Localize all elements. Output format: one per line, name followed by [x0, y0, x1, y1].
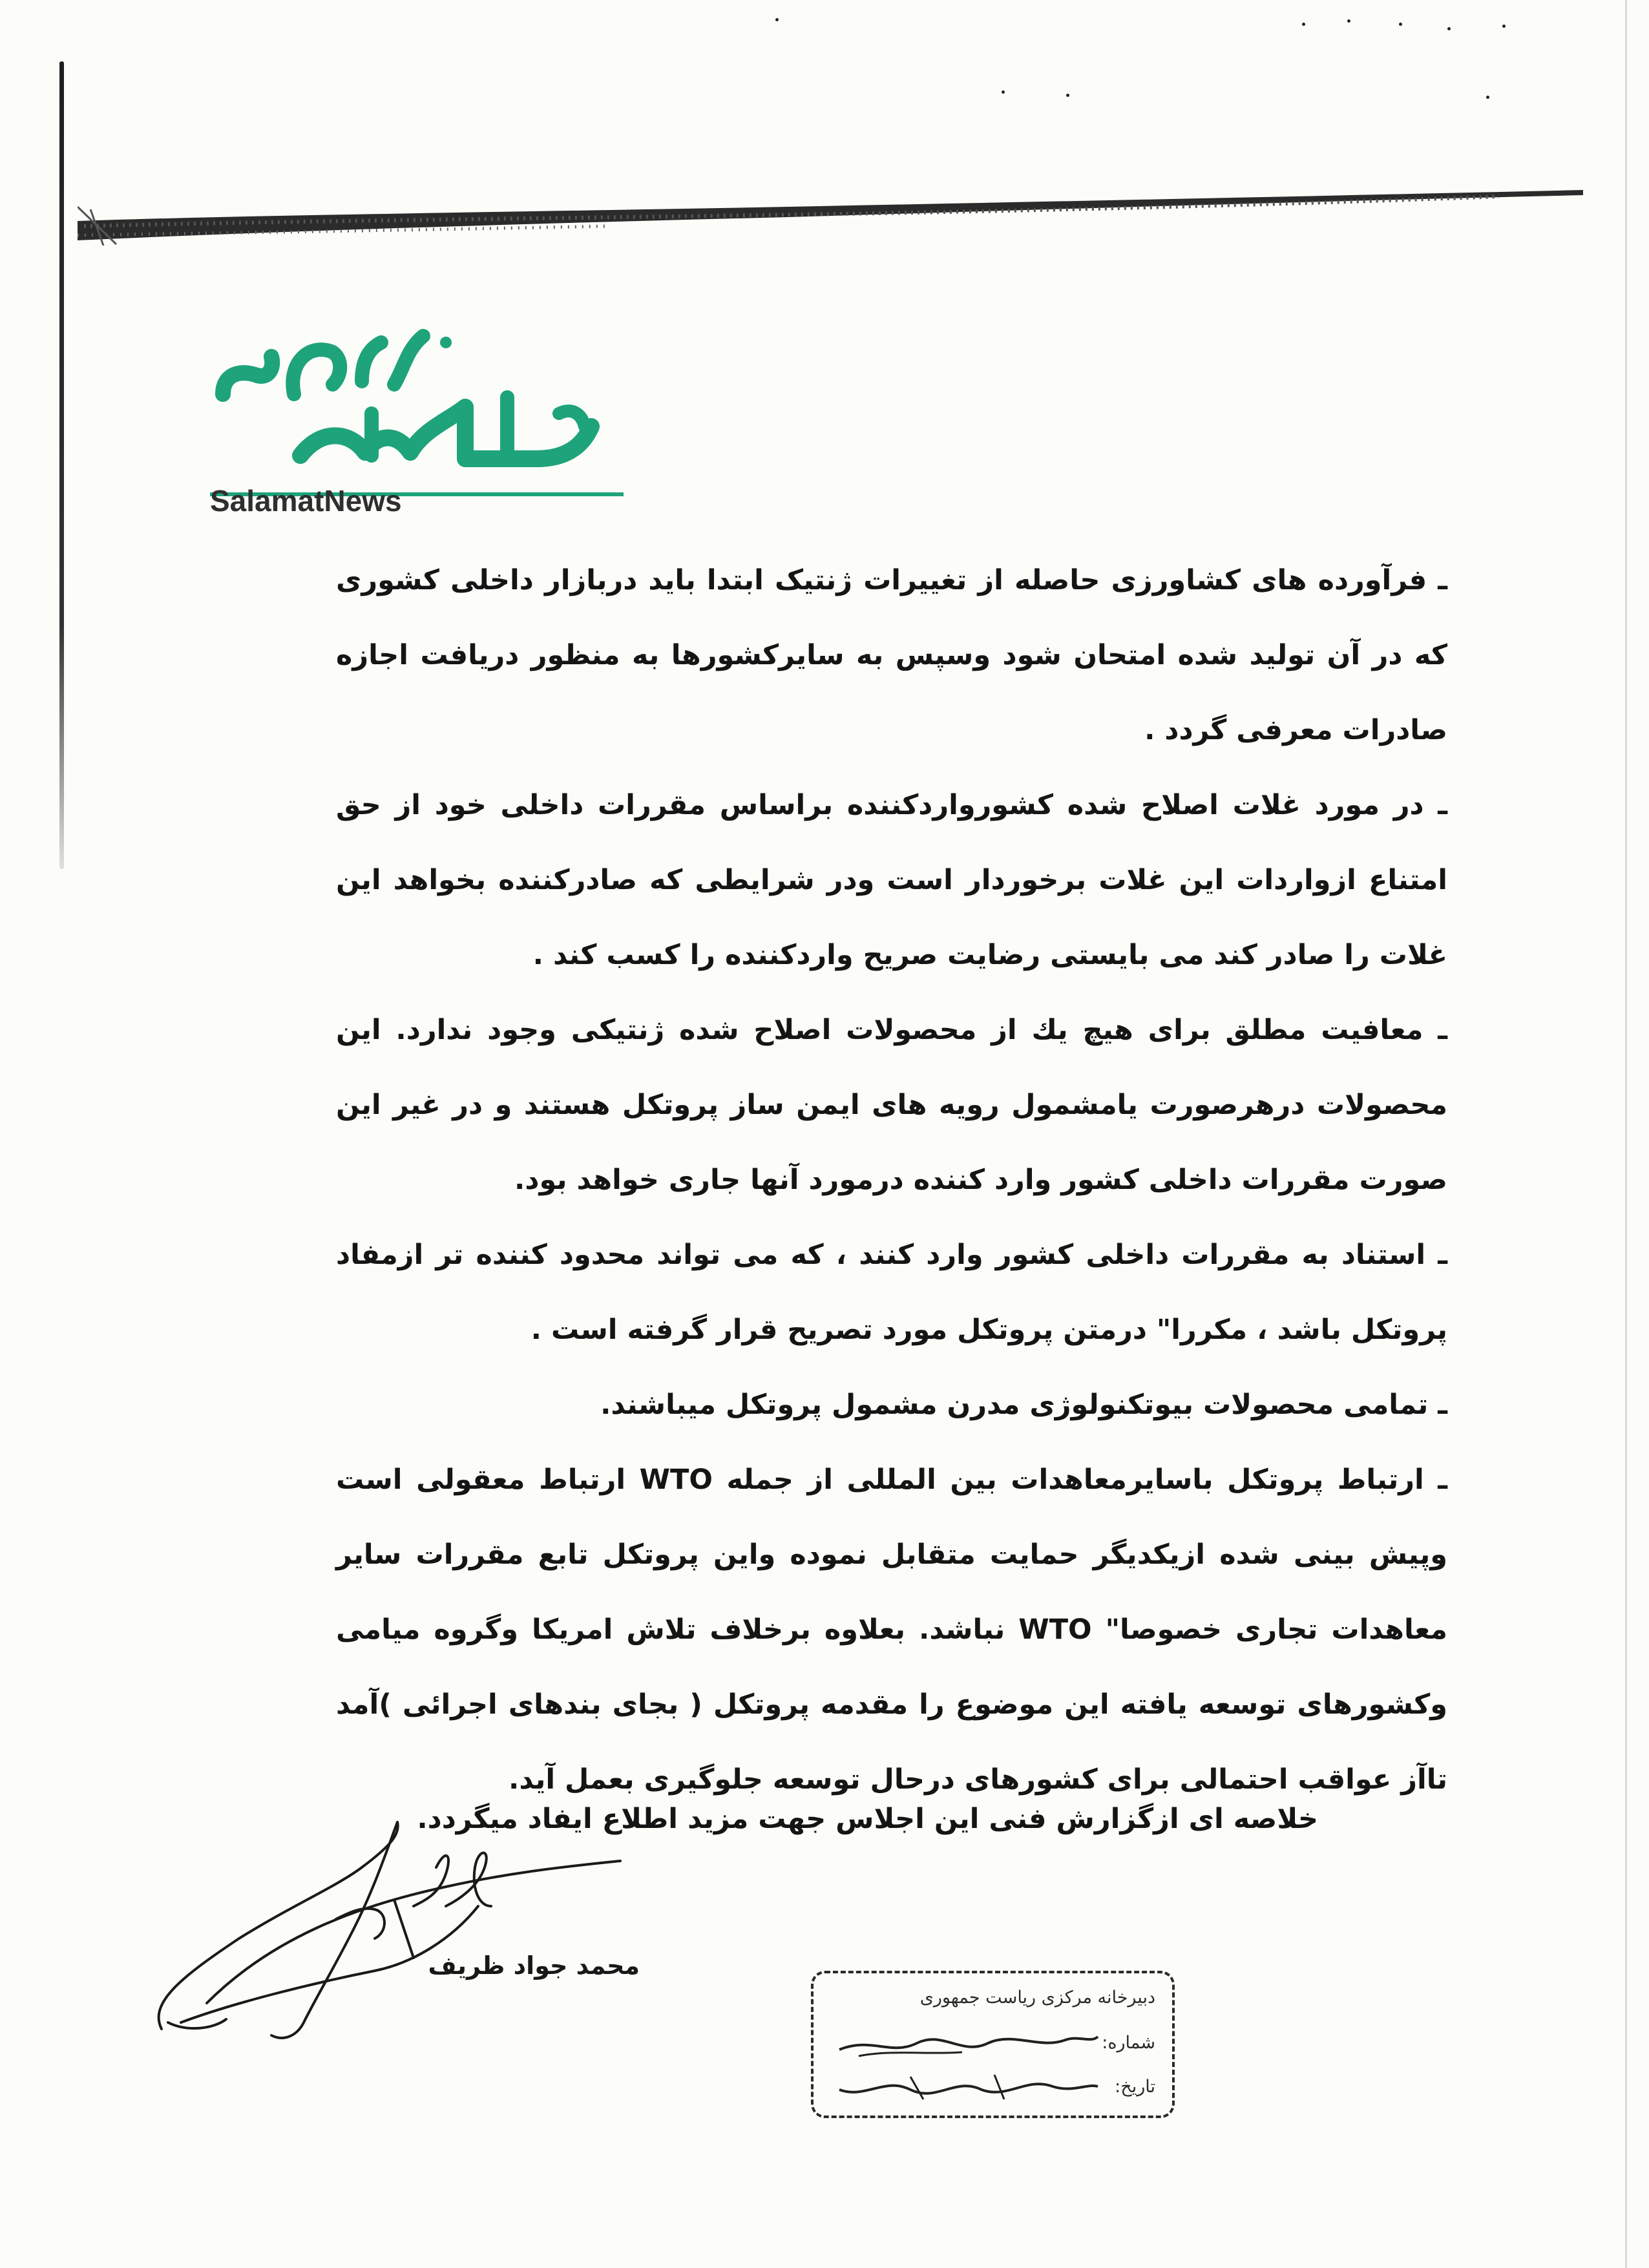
scan-speck — [1347, 19, 1350, 23]
signer-name: محمد جواد ظریف — [428, 1951, 640, 1980]
scan-speck — [1302, 23, 1305, 26]
fax-margin-line — [59, 61, 64, 869]
page-edge — [1625, 0, 1627, 2268]
document-body — [336, 543, 1447, 1817]
paragraph-2: ـ در مورد غلات اصلاح شده کشورواردکننده براساس مقررات داخلی خود از حق امتناع ازواردات این غلات برخوردار است ودر شرایطی که صادرکننده بخواهد این غلات را صادر کند می بایستی رضایت صریح واردکننده را کسب کند . — [336, 789, 1447, 971]
logo-wordmark: SalamatNews — [210, 484, 402, 518]
registration-stamp — [811, 1971, 1175, 2118]
stamp-office: دبیرخانه مرکزی ریاست جمهوری — [919, 1988, 1155, 2008]
scan-speck — [1399, 23, 1402, 26]
scan-speck — [1486, 96, 1489, 99]
scan-speck — [1002, 90, 1005, 94]
scan-speck — [1502, 25, 1506, 28]
scan-speck — [1447, 27, 1451, 30]
fax-header-band — [78, 181, 1583, 246]
stamp-date-label: تاریخ: — [1115, 2077, 1155, 2097]
scan-speck — [1066, 94, 1069, 97]
closing-line: خلاصه ای ازگزارش فنی این اجلاس جهت مزید اطلاع ایفاد میگردد. — [417, 1803, 1318, 1835]
stamp-number-label: شماره: — [1102, 2033, 1155, 2053]
paragraph-3: ـ معافیت مطلق برای هیچ یك از محصولات اصلاح شده ژنتیکی وجود ندارد. این محصولات درهرصورت یامشمول رویه های ایمن ساز پروتکل هستند و در غیر این صورت مقررات داخلی کشور وارد کننده درمورد آنها جاری خواهد بود. — [336, 1014, 1447, 1196]
handwritten-signature — [142, 1809, 646, 2055]
paragraph-4: ـ استناد به مقررات داخلی کشور وارد کنند ، که می تواند محدود کننده تر ازمفاد پروتکل باشد ، مکررا" درمتن پروتکل مورد تصریح قرار گرفته است . — [336, 1239, 1447, 1346]
paragraph-6: ـ ارتباط پروتکل باسایرمعاهدات بین المللی از جمله WTO ارتباط معقولی است وپیش بینی شده ازیکدیگر حمایت متقابل نموده واین پروتکل تابع مقررات سایر معاهدات تجاری خصوصا" WTO نباشد. بعلاوه برخلاف تلاش امریکا وگروه میامی وکشورهای توسعه یافته این موضوع را مقدمه پروتکل ( بجای بندهای اجرائی )آمد تاآز عواقب احتمالی برای کشورهای درحال توسعه جلوگیری بعمل آید. — [336, 1464, 1448, 1796]
paragraph-5: ـ تمامی محصولات بیوتکنولوژی مدرن مشمول پروتکل میباشند. — [600, 1389, 1447, 1421]
stamp-number-handwriting — [833, 2024, 1104, 2063]
scan-speck — [775, 18, 779, 21]
stamp-date-handwriting — [833, 2067, 1104, 2106]
paragraph-1: ـ فرآورده های کشاورزی حاصله از تغییرات ژنتیک ابتدا باید دربازار داخلی کشوری که در آن تولید شده امتحان شود وسپس به سایرکشورها به منظور دریافت اجازه صادرات معرفی گردد . — [336, 564, 1447, 746]
